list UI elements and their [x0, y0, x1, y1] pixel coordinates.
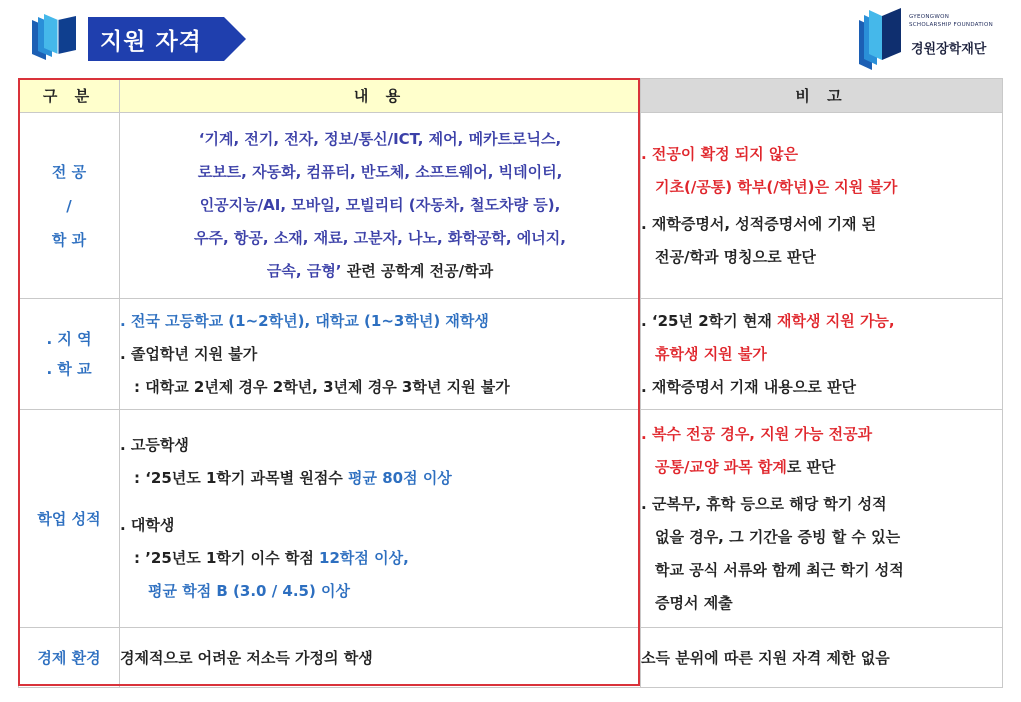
logo-english-line2: SCHOLARSHIP FOUNDATION — [909, 22, 994, 28]
page-title: 지원 자격 — [100, 29, 202, 55]
note-major-line3: . 재학증명서, 성적증명서에 기재 된 — [641, 214, 877, 233]
note-grades — [641, 410, 1003, 628]
grades-uni-line — [120, 542, 640, 575]
foundation-logo — [857, 6, 1007, 74]
note-region-line1-a: . ‘25년 2학기 현재 — [641, 311, 778, 330]
grades-uni-line-b: 12학점 이상, — [319, 549, 409, 567]
logo-english-line1: GYEONGWON — [909, 14, 950, 20]
table-row-major — [19, 113, 1003, 299]
note-region-line2: 휴학생 지원 불가 — [655, 344, 767, 363]
note-major-line2: 기초(/공통) 학부(/학년)은 지원 불가 — [655, 177, 898, 196]
major-list-line1: ‘기계, 전기, 전자, 정보/통신/ICT, 제어, 메카트로닉스, — [198, 130, 562, 148]
note-region-line1 — [641, 305, 1002, 338]
grades-uni-line2: 평균 학점 B (3.0 / 4.5) 이상 — [148, 582, 351, 600]
content-major — [120, 113, 641, 299]
category-grades: 학업 성적 — [19, 410, 120, 628]
note-grades-line2 — [641, 451, 1002, 484]
grades-hs-line-b: 평균 80점 이상 — [348, 469, 452, 487]
note-grades-line6: 증명서 제출 — [655, 593, 733, 612]
table-row-region — [19, 299, 1003, 410]
region-line3: : 대학교 2년제 경우 2학년, 3년제 경우 3학년 지원 불가 — [134, 377, 510, 396]
major-list-line4: 우주, 항공, 소재, 재료, 고분자, 나노, 화학공학, 에너지, — [194, 229, 566, 247]
category-region — [19, 299, 120, 410]
category-economic: 경제 환경 — [19, 628, 120, 688]
grades-hs-label: . 고등학생 — [120, 436, 189, 454]
note-grades-line3: . 군복무, 휴학 등으로 해당 학기 성적 — [641, 494, 887, 513]
header-content: 내 용 — [120, 79, 641, 113]
grades-hs-line-a: : ‘25년도 1학기 과목별 원점수 — [134, 469, 349, 487]
content-grades — [120, 410, 641, 628]
note-grades-line1: . 복수 전공 경우, 지원 가능 전공과 — [641, 424, 873, 443]
logo-name: 경원장학재단 — [911, 42, 987, 57]
note-major-line1: . 전공이 확정 되지 않은 — [641, 144, 798, 163]
category-major — [19, 113, 120, 299]
grades-hs-line — [120, 462, 640, 495]
table-header-row — [19, 79, 1003, 113]
category-region-line2: . 학 교 — [46, 360, 92, 378]
region-line2: . 졸업학년 지원 불가 — [120, 344, 258, 363]
eligibility-table — [18, 78, 1003, 688]
grades-uni-label: . 대학생 — [120, 516, 175, 534]
grades-uni-line-a: : ’25년도 1학기 이수 학점 — [134, 549, 320, 567]
header-category: 구 분 — [19, 79, 120, 113]
note-region — [641, 299, 1003, 410]
major-list-line2: 로보트, 자동화, 컴퓨터, 반도체, 소프트웨어, 빅데이터, — [197, 163, 563, 181]
note-grades-line5: 학교 공식 서류와 함께 최근 학기 성적 — [655, 560, 904, 579]
note-economic: 소득 분위에 따른 지원 자격 제한 없음 — [641, 628, 1003, 688]
content-region — [120, 299, 641, 410]
foundation-logo-icon — [857, 6, 905, 72]
content-economic: 경제적으로 어려운 저소득 가정의 학생 — [120, 628, 641, 688]
major-list-line5-highlight: 금속, 금형’ — [266, 262, 342, 280]
book-icon — [30, 12, 78, 62]
category-major-line2: / — [66, 196, 72, 215]
header-note: 비 고 — [641, 79, 1003, 113]
major-list-line5-rest: 관련 공학계 전공/학과 — [341, 262, 494, 280]
note-region-line3: . 재학증명서 기재 내용으로 판단 — [641, 377, 856, 396]
category-major-line1: 전 공 — [51, 162, 87, 181]
table-row-economic — [19, 628, 1003, 688]
major-list-line3: 인공지능/AI, 모바일, 모빌리티 (자동차, 철도차량 등), — [199, 196, 561, 214]
note-grades-line2-a: 공통/교양 과목 합계 — [655, 457, 787, 476]
table-row-grades — [19, 410, 1003, 628]
major-list-line5 — [120, 255, 640, 288]
category-region-line1: . 지 역 — [46, 330, 92, 348]
note-major-line4: 전공/학과 명칭으로 판단 — [655, 247, 816, 266]
note-region-line1-b: 재학생 지원 가능, — [777, 311, 895, 330]
region-line1: . 전국 고등학교 (1~2학년), 대학교 (1~3학년) 재학생 — [120, 311, 489, 330]
note-grades-line4: 없을 경우, 그 기간을 증빙 할 수 있는 — [655, 527, 901, 546]
category-major-line3: 학 과 — [51, 230, 87, 249]
note-major — [641, 113, 1003, 299]
note-grades-line2-b: 로 판단 — [786, 457, 836, 476]
